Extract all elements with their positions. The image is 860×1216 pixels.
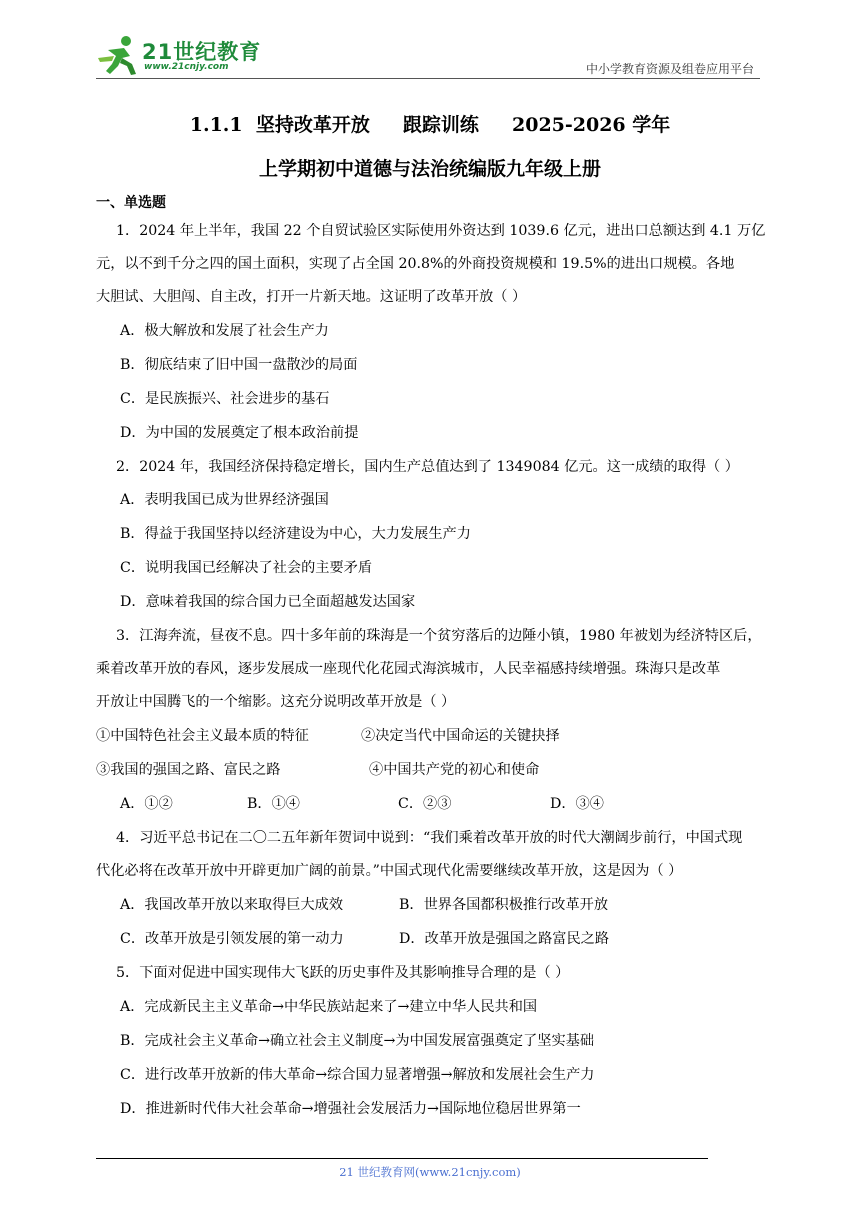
question-1-line-3: 大胆试、大胆闯、自主改，打开一片新天地。这证明了改革开放（ ） xyxy=(96,289,527,305)
question-2-option-a[interactable]: A．表明我国已成为世界经济强国 xyxy=(120,492,329,508)
question-1-option-b[interactable]: B．彻底结束了旧中国一盘散沙的局面 xyxy=(120,357,358,373)
document-title: 1.1.1 坚持改革开放 跟踪训练 2025-2026 学年 xyxy=(189,114,671,136)
question-4-option-a[interactable]: A．我国改革开放以来取得巨大成效 xyxy=(120,897,344,913)
header-divider xyxy=(96,78,760,79)
question-4-option-b[interactable]: B．世界各国都积极推行改革开放 xyxy=(399,897,609,913)
question-5-option-b[interactable]: B．完成社会主义革命→确立社会主义制度→为中国发展富强奠定了坚实基础 xyxy=(120,1033,595,1049)
question-2-option-d[interactable]: D．意味着我国的综合国力已全面超越发达国家 xyxy=(120,594,416,610)
question-4-line-1: 4．习近平总书记在二〇二五年新年贺词中说到：“我们乘着改革开放的时代大潮阔步前行，中国式现 xyxy=(116,830,743,846)
question-5-line-1: 5．下面对促进中国实现伟大飞跃的历史事件及其影响推导合理的是（ ） xyxy=(116,965,570,981)
page-header xyxy=(96,30,760,78)
question-3-line-2: 乘着改革开放的春风，逐步发展成一座现代化花园式海滨城市，人民幸福感持续增强。珠海只是改革 xyxy=(96,661,721,677)
question-3-option-a[interactable]: A．①② xyxy=(120,796,173,812)
question-5-option-a[interactable]: A．完成新民主主义革命→中华民族站起来了→建立中华人民共和国 xyxy=(120,999,538,1015)
section-heading: 一、单选题 xyxy=(96,195,166,211)
question-3-option-b[interactable]: B．①④ xyxy=(247,796,300,812)
question-1-option-a[interactable]: A．极大解放和发展了社会生产力 xyxy=(120,323,329,339)
question-3-statement-3: ③我国的强国之路、富民之路 xyxy=(96,762,281,778)
question-3-statement-4: ④中国共产党的初心和使命 xyxy=(369,762,540,778)
question-2-line-1: 2．2024 年，我国经济保持稳定增长，国内生产总值达到了 1349084 亿元。这一成绩的取得（ ） xyxy=(116,459,739,475)
logo-url: www.21cnjy.com xyxy=(144,62,229,72)
platform-name: 中小学教育资源及组卷应用平台 xyxy=(585,62,754,76)
runner-logo-icon xyxy=(96,34,142,76)
question-5-option-c[interactable]: C．进行改革开放新的伟大革命→综合国力显著增强→解放和发展社会生产力 xyxy=(120,1067,595,1083)
question-1-line-1: 1．2024 年上半年，我国 22 个自贸试验区实际使用外资达到 1039.6 亿元，进出口总额达到 4.1 万亿 xyxy=(116,223,766,239)
question-1-line-2: 元，以不到千分之四的国土面积，实现了占全国 20.8%的外商投资规模和 19.5%的进出口规模。各地 xyxy=(96,256,735,272)
question-3-option-c[interactable]: C．②③ xyxy=(398,796,452,812)
question-2-option-b[interactable]: B．得益于我国坚持以经济建设为中心，大力发展生产力 xyxy=(120,526,471,542)
page-footer: 21 世纪教育网(www.21cnjy.com) xyxy=(339,1165,521,1179)
question-3-option-d[interactable]: D．③④ xyxy=(550,796,604,812)
question-3-line-1: 3．江海奔流，昼夜不息。四十多年前的珠海是一个贫穷落后的边陲小镇，1980 年被划为经济特区后， xyxy=(116,628,762,644)
question-3-statement-2: ②决定当代中国命运的关键抉择 xyxy=(361,728,560,744)
document-subtitle: 上学期初中道德与法治统编版九年级上册 xyxy=(258,158,601,180)
question-4-line-2: 代化必将在改革开放中开辟更加广阔的前景。”中国式现代化需要继续改革开放，这是因为（ ） xyxy=(96,863,683,879)
footer-divider xyxy=(96,1158,708,1159)
site-logo xyxy=(96,34,266,76)
question-4-option-c[interactable]: C．改革开放是引领发展的第一动力 xyxy=(120,931,344,947)
logo-text: 21世纪教育 xyxy=(142,40,262,64)
question-2-option-c[interactable]: C．说明我国已经解决了社会的主要矛盾 xyxy=(120,560,373,576)
question-5-option-d[interactable]: D．推进新时代伟大社会革命→增强社会发展活力→国际地位稳居世界第一 xyxy=(120,1101,581,1117)
question-1-option-c[interactable]: C．是民族振兴、社会进步的基石 xyxy=(120,391,330,407)
question-1-option-d[interactable]: D．为中国的发展奠定了根本政治前提 xyxy=(120,425,359,441)
question-3-line-3: 开放让中国腾飞的一个缩影。这充分说明改革开放是（ ） xyxy=(96,694,456,710)
question-4-option-d[interactable]: D．改革开放是强国之路富民之路 xyxy=(399,931,610,947)
question-3-statement-1: ①中国特色社会主义最本质的特征 xyxy=(96,728,309,744)
